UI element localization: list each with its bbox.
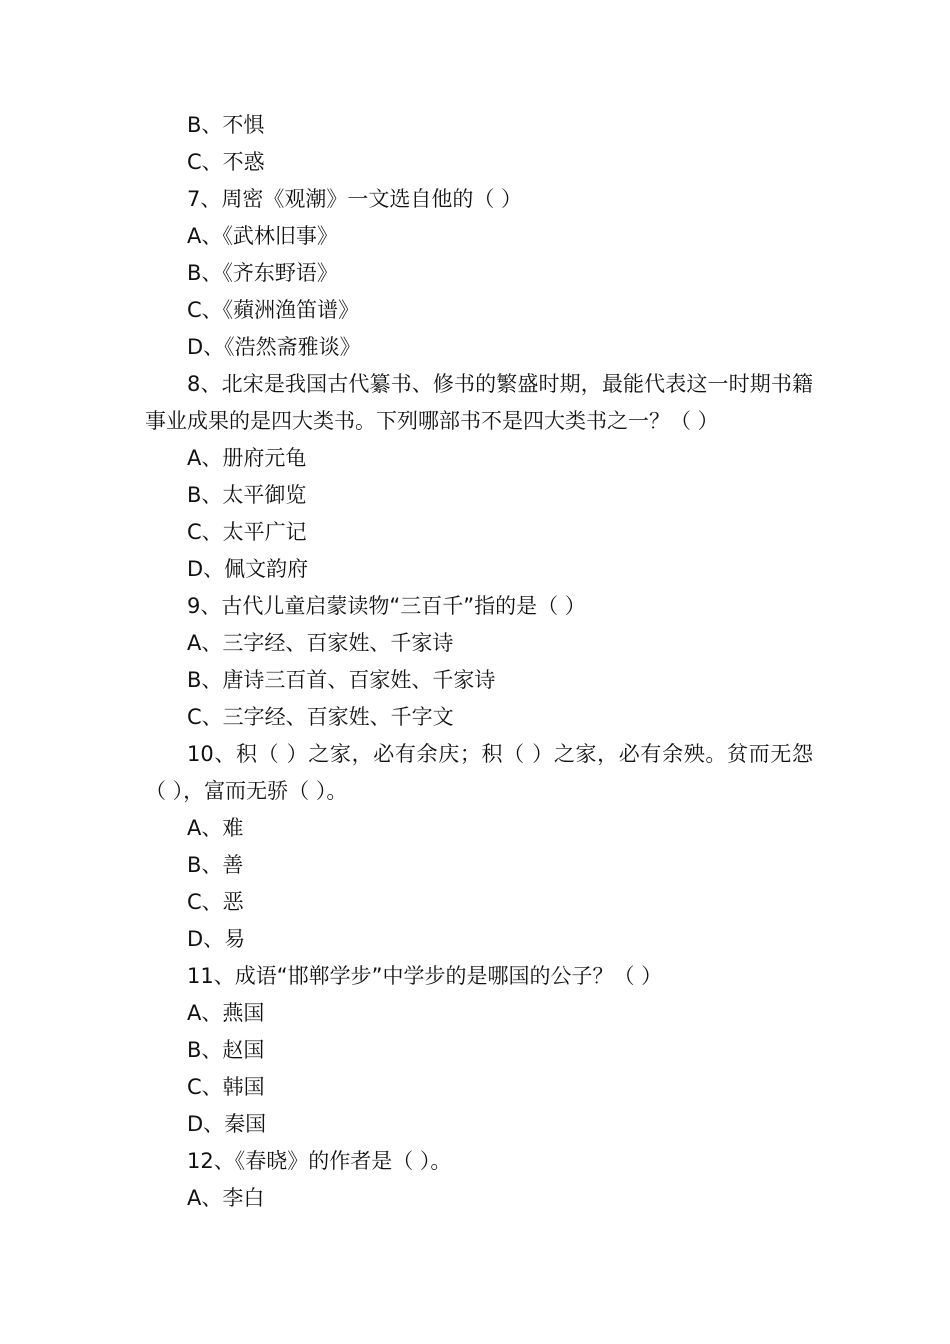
option-c: C、太平广记 (187, 520, 307, 544)
option-d: D、《浩然斋雅谈》 (187, 335, 361, 359)
question-11: 11、成语“邯郸学步”中学步的是哪国的公子？（ ） (187, 964, 663, 988)
option-c: C、恶 (187, 890, 244, 914)
question-12: 12、《春晓》的作者是（ ）。 (187, 1149, 452, 1173)
option-a: A、燕国 (187, 1001, 265, 1025)
option-d: D、秦国 (187, 1112, 267, 1136)
question-9: 9、古代儿童启蒙读物“三百千”指的是（ ） (187, 594, 586, 618)
option-c: C、《蘋洲渔笛谱》 (187, 298, 360, 322)
option-a: A、李白 (187, 1186, 265, 1210)
option-a: A、难 (187, 816, 244, 840)
question-list (145, 107, 813, 1217)
option-b: B、《齐东野语》 (187, 261, 338, 285)
option-d: D、易 (187, 927, 246, 951)
option-a: A、三字经、百家姓、千家诗 (187, 631, 454, 655)
question-8: 8、北宋是我国古代纂书、修书的繁盛时期，最能代表这一时期书籍事业成果的是四大类书。下列哪部书不是四大类书之一？（ ） (145, 372, 813, 433)
option-b: B、赵国 (187, 1038, 265, 1062)
question-7: 7、周密《观潮》一文选自他的（ ） (187, 187, 523, 211)
option-c: C、韩国 (187, 1075, 265, 1099)
option-c: C、三字经、百家姓、千字文 (187, 705, 454, 729)
question-10: 10、积（ ）之家，必有余庆；积（ ）之家，必有余殃。贫而无怨（ ），富而无骄（ ）。 (145, 742, 813, 803)
option-d: D、佩文韵府 (187, 557, 309, 581)
option-b-buju: B、不惧 (187, 113, 265, 137)
option-b: B、善 (187, 853, 244, 877)
option-a: A、《武林旧事》 (187, 224, 338, 248)
option-a: A、册府元龟 (187, 446, 307, 470)
option-b: B、唐诗三百首、百家姓、千家诗 (187, 668, 496, 692)
option-c-buhuo: C、不惑 (187, 150, 265, 174)
option-b: B、太平御览 (187, 483, 307, 507)
